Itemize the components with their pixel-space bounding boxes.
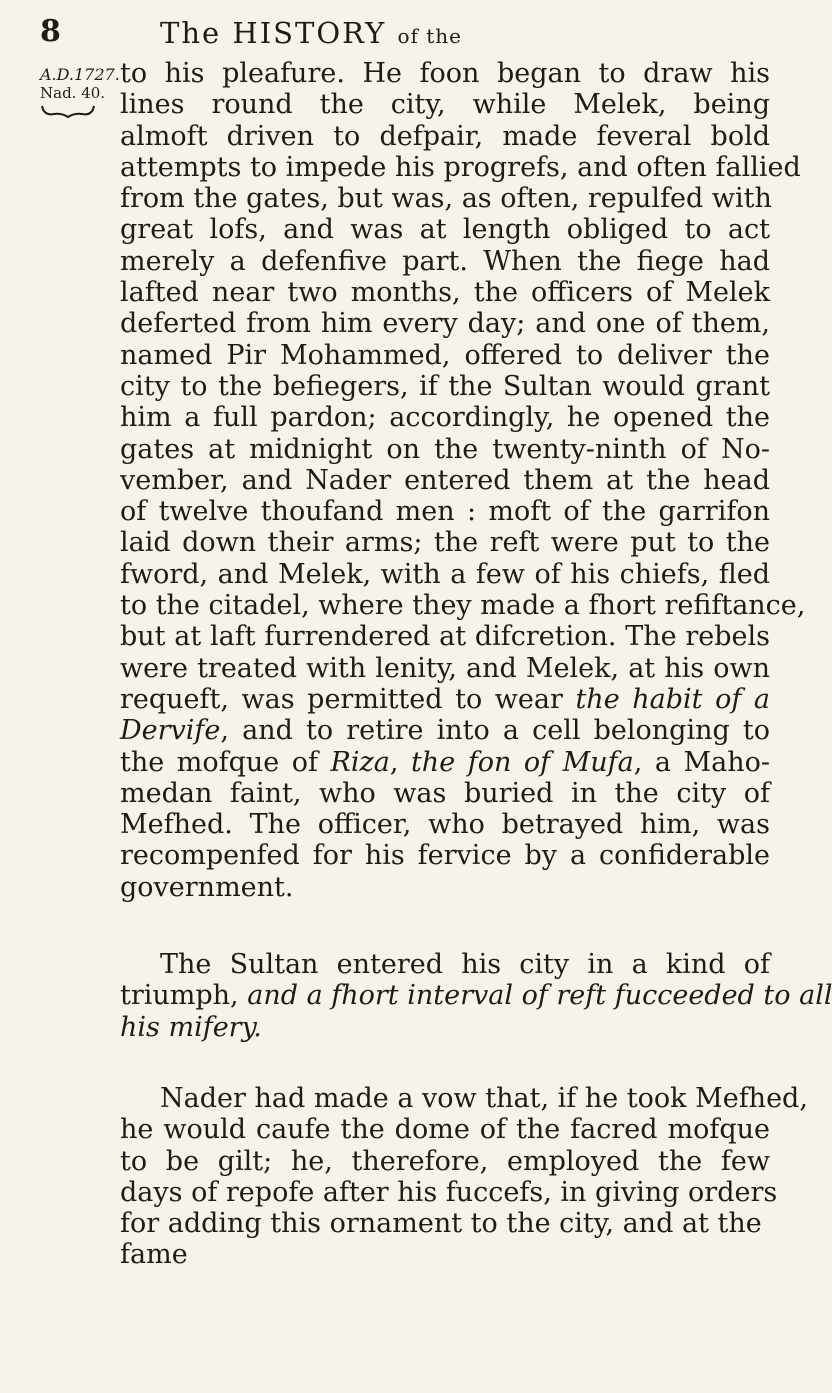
text-line: requeft, was permitted to wear the habit of a <box>120 683 770 715</box>
text-line: triumph, and a fhort interval of reft fucceeded to all <box>120 980 832 1012</box>
text-line: recompenfed for his fervice by a confiderable <box>120 840 770 872</box>
text-line: lines round the city, while Melek, being <box>120 89 770 121</box>
text-line: fword, and Melek, with a few of his chiefs, fled <box>120 558 770 590</box>
text-line: gates at midnight on the twenty-ninth of No- <box>120 433 770 465</box>
text-line: attempts to impede his progrefs, and often fallied <box>120 151 801 183</box>
page-number: 8 <box>40 14 61 49</box>
running-head-main: The HISTORY <box>160 16 387 50</box>
text-line: Nader had made a vow that, if he took Mefhed, <box>160 1082 808 1114</box>
paragraph-vow <box>120 1082 808 1240</box>
text-line: vember, and Nader entered them at the head <box>120 464 770 496</box>
text-line: lafted near two months, the officers of Melek <box>120 277 770 309</box>
text-line: government. <box>120 871 294 903</box>
text-line: to his pleafure. He foon began to draw his <box>120 58 770 89</box>
text-line: city to the befiegers, if the Sultan would grant <box>120 370 770 402</box>
brace-ornament-icon <box>40 104 96 118</box>
paragraph-triumph <box>120 949 832 1043</box>
text-line: deferted from him every day; and one of them, <box>120 308 770 340</box>
text-line: him a full pardon; accordingly, he opened the <box>120 402 770 434</box>
text-line: from the gates, but was, as often, repulfed with <box>120 183 772 215</box>
text-line: were treated with lenity, and Melek, at his own <box>120 652 770 684</box>
text-line: he would caufe the dome of the facred mofque <box>120 1114 770 1146</box>
text-line: almoft driven to defpair, made feveral bold <box>120 120 770 152</box>
paragraph-gap <box>120 903 770 949</box>
margin-note <box>40 66 120 118</box>
catchword-line <box>120 1239 770 1270</box>
margin-note-year: A.D.1727. <box>40 65 120 84</box>
text-line: merely a defenfive part. When the fiege had <box>120 245 770 277</box>
text-line: Mefhed. The officer, who betrayed him, was <box>120 809 770 841</box>
margin-note-ref: Nad. 40. <box>40 84 106 102</box>
text-line: but at laft furrendered at difcretion. The rebels <box>120 621 770 653</box>
text-line: to the citadel, where they made a fhort refiftance, <box>120 590 806 622</box>
text-line: great lofs, and was at length obliged to act <box>120 214 770 246</box>
text-line: days of repofe after his fuccefs, in giving orders <box>120 1176 778 1208</box>
body-text <box>120 58 832 1271</box>
text-line: to be gilt; he, therefore, employed the few <box>120 1145 770 1177</box>
text-line: the mofque of Riza, the fon of Mufa, a Maho- <box>120 746 771 778</box>
page-header <box>40 14 780 54</box>
text-line: his mifery. <box>120 1011 262 1043</box>
text-line: Dervife, and to retire into a cell belonging to <box>120 715 770 747</box>
paragraph-gap <box>120 1043 770 1083</box>
text-line: laid down their arms; the reft were put to the <box>120 527 770 559</box>
running-head-small: of the <box>397 24 462 48</box>
text-line: medan faint, who was buried in the city of <box>120 777 770 809</box>
text-line: of twelve thoufand men : moft of the garrifon <box>120 496 770 528</box>
text-line: named Pir Mohammed, offered to deliver the <box>120 339 770 371</box>
text-line: for adding this ornament to the city, and at the <box>120 1208 762 1240</box>
running-head <box>160 16 462 50</box>
catchword: fame <box>120 1239 188 1271</box>
paragraph-siege <box>120 58 806 903</box>
text-line: The Sultan entered his city in a kind of <box>160 949 770 981</box>
